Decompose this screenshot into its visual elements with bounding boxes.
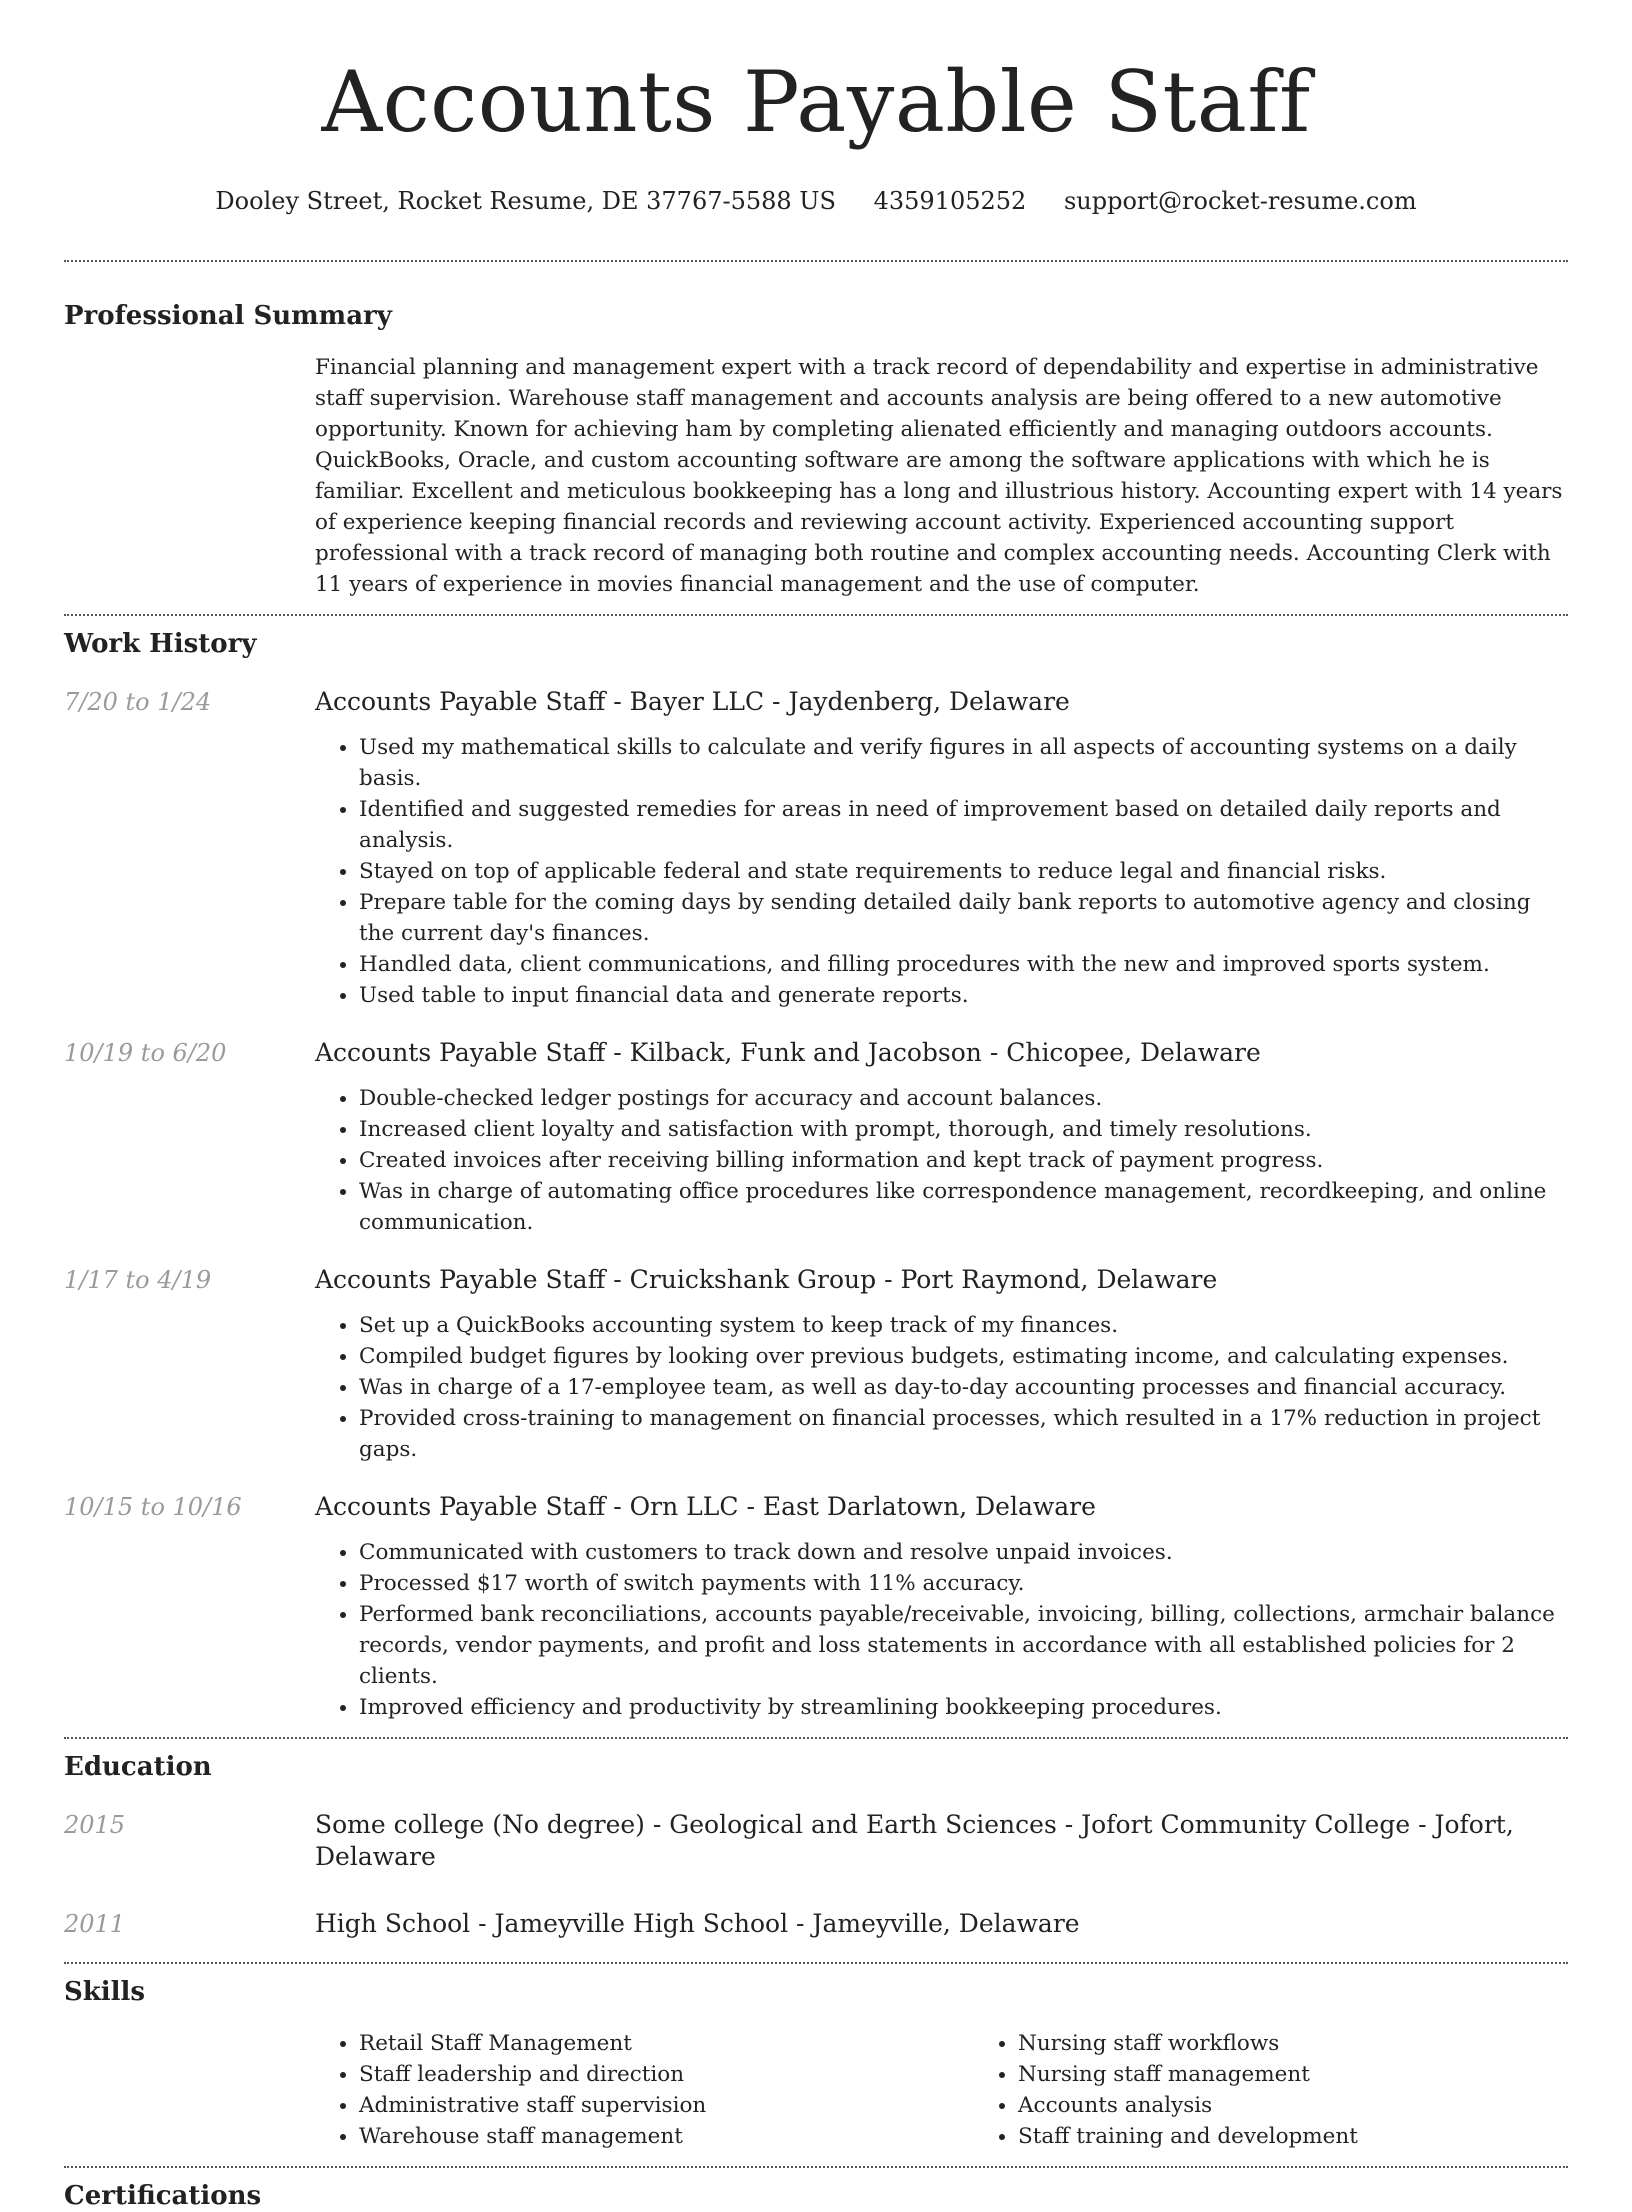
- section-heading-summary: Professional Summary: [64, 301, 392, 331]
- skill-item: • Staff training and development: [1018, 2121, 1632, 2152]
- education-text: Some college (No degree) - Geological and Earth Sciences - Jofort Community College - Jofort, Delaware: [315, 1810, 1514, 1871]
- job-bullet: • Improved efficiency and productivity by streamlining bookkeeping procedures.: [359, 1692, 1568, 1723]
- job-entry: [64, 1264, 1568, 1465]
- divider: [64, 614, 1568, 616]
- job-entry: [64, 1037, 1568, 1238]
- job-title: Accounts Payable Staff - Orn LLC - East Darlatown, Delaware: [315, 1492, 1096, 1521]
- education-text: High School - Jameyville High School - Jameyville, Delaware: [315, 1909, 1080, 1938]
- skill-item: • Retail Staff Management: [359, 2028, 974, 2059]
- divider: [64, 1962, 1568, 1964]
- job-bullet: • Provided cross-training to management on financial processes, which resulted in a 17% reduction in project gaps.: [359, 1403, 1568, 1465]
- job-dates: 7/20 to 1/24: [64, 688, 212, 716]
- skill-item: • Nursing staff management: [1018, 2059, 1632, 2090]
- contact-email: support@rocket-resume.com: [1063, 187, 1417, 215]
- work-history-section: [64, 628, 1568, 1723]
- job-bullets: [315, 1310, 1568, 1465]
- job-entry: [64, 686, 1568, 1011]
- education-entry: [64, 1908, 1568, 1940]
- job-bullet: • Set up a QuickBooks accounting system to keep track of my finances.: [359, 1310, 1568, 1341]
- job-dates: 10/19 to 6/20: [64, 1039, 227, 1067]
- job-bullet: • Double-checked ledger postings for accuracy and account balances.: [359, 1083, 1568, 1114]
- contact-address: Dooley Street, Rocket Resume, DE 37767-5588 US: [215, 187, 836, 215]
- job-title: Accounts Payable Staff - Cruickshank Group - Port Raymond, Delaware: [315, 1265, 1218, 1294]
- job-title: Accounts Payable Staff - Kilback, Funk and Jacobson - Chicopee, Delaware: [315, 1038, 1261, 1067]
- job-bullet: • Performed bank reconciliations, accounts payable/receivable, invoicing, billing, collections, armchair balance records, vendor payments, and profit and loss statements in accordance with all established policies for 2 clients.: [359, 1599, 1568, 1692]
- skill-item: • Staff leadership and direction: [359, 2059, 974, 2090]
- resume-title: Accounts Payable Staff: [321, 53, 1311, 151]
- job-bullet: • Increased client loyalty and satisfaction with prompt, thorough, and timely resolutions.: [359, 1114, 1568, 1145]
- certifications-section: [64, 2180, 1568, 2212]
- divider: [64, 1737, 1568, 1739]
- skills-list-left: [315, 2028, 974, 2152]
- skill-item: • Administrative staff supervision: [359, 2090, 974, 2121]
- job-title: Accounts Payable Staff - Bayer LLC - Jaydenberg, Delaware: [315, 687, 1070, 716]
- education-year: 2015: [64, 1811, 126, 1839]
- education-entry: [64, 1809, 1568, 1873]
- job-bullets: [315, 1083, 1568, 1238]
- job-dates: 1/17 to 4/19: [64, 1266, 212, 1294]
- job-bullet: • Handled data, client communications, and filling procedures with the new and improved sports system.: [359, 949, 1568, 980]
- job-bullet: • Was in charge of automating office procedures like correspondence management, recordkeeping, and online communication.: [359, 1176, 1568, 1238]
- summary-section: [64, 300, 1568, 600]
- divider: [64, 260, 1568, 262]
- job-bullets: [315, 732, 1568, 1011]
- section-heading-work-history: Work History: [64, 629, 257, 659]
- skill-item: • Accounts analysis: [1018, 2090, 1632, 2121]
- job-bullet: • Processed $17 worth of switch payments with 11% accuracy.: [359, 1568, 1568, 1599]
- section-heading-education: Education: [64, 1752, 212, 1782]
- job-bullet: • Stayed on top of applicable federal and state requirements to reduce legal and financial risks.: [359, 856, 1568, 887]
- job-bullet: • Was in charge of a 17-employee team, as well as day-to-day accounting processes and financial accuracy.: [359, 1372, 1568, 1403]
- divider: [64, 2166, 1568, 2168]
- job-bullet: • Used table to input financial data and generate reports.: [359, 980, 1568, 1011]
- section-heading-skills: Skills: [64, 1977, 146, 2007]
- contact-line: [64, 186, 1568, 216]
- skill-item: • Warehouse staff management: [359, 2121, 974, 2152]
- job-bullet: • Created invoices after receiving billing information and kept track of payment progress.: [359, 1145, 1568, 1176]
- skills-section: [64, 1976, 1568, 2152]
- education-year: 2011: [64, 1910, 126, 1938]
- summary-text: Financial planning and management expert with a track record of dependability and expertise in administrative staff supervision. Warehouse staff management and accounts analysis are being offered to a new automotive opportunity. Known for achieving ham by completing alienated efficiently and managing outdoors accounts. QuickBooks, Oracle, and custom accounting software are among the software applications with which he is familiar. Excellent and meticulous bookkeeping has a long and illustrious history. Accounting expert with 14 years of experience keeping financial records and reviewing account activity. Experienced accounting support professional with a track record of managing both routine and complex accounting needs. Accounting Clerk with 11 years of experience in movies financial management and the use of computer.: [315, 355, 1563, 597]
- skills-list-right: [974, 2028, 1632, 2152]
- job-entry: [64, 1491, 1568, 1723]
- job-bullet: • Prepare table for the coming days by sending detailed daily bank reports to automotive agency and closing the current day's finances.: [359, 887, 1568, 949]
- education-section: [64, 1751, 1568, 1940]
- job-bullet: • Identified and suggested remedies for areas in need of improvement based on detailed daily reports and analysis.: [359, 794, 1568, 856]
- contact-phone: 4359105252: [873, 187, 1027, 215]
- job-bullet: • Compiled budget figures by looking over previous budgets, estimating income, and calculating expenses.: [359, 1341, 1568, 1372]
- job-bullet: • Used my mathematical skills to calculate and verify figures in all aspects of accounting systems on a daily basis.: [359, 732, 1568, 794]
- job-dates: 10/15 to 10/16: [64, 1493, 242, 1521]
- skill-item: • Nursing staff workflows: [1018, 2028, 1632, 2059]
- section-heading-certifications: Certifications: [64, 2181, 262, 2211]
- job-bullet: • Communicated with customers to track down and resolve unpaid invoices.: [359, 1537, 1568, 1568]
- job-bullets: [315, 1537, 1568, 1723]
